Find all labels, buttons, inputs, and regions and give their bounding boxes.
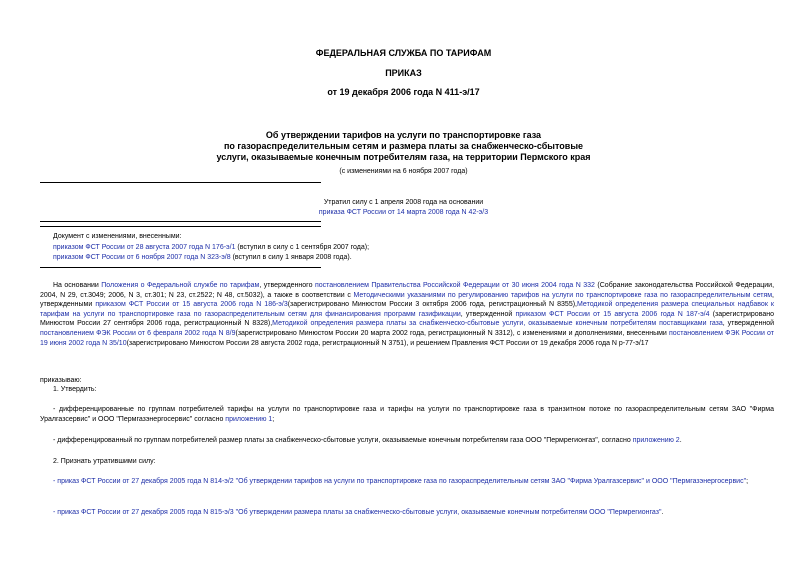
- repeal-bullet-2: - приказ ФСТ России от 27 декабря 2005 года N 815-э/3 "Об утверждении размера платы за снабженческо-сбытовые услуги, оказываемые конечным потребителям ООО "Пермрегионгаз".: [53, 509, 664, 516]
- divider: [40, 221, 321, 222]
- lost-force-link-line: [0, 208, 807, 218]
- basis-link[interactable]: постановлением ФЭК России от 6 февраля 2002 года N 8/9: [40, 329, 236, 337]
- changes-note: (с изменениями на 6 ноября 2007 года): [339, 168, 468, 175]
- divider: [40, 182, 321, 183]
- appendix-2-link[interactable]: приложению 2: [632, 437, 680, 444]
- amendment-link[interactable]: приказом ФСТ России от 28 августа 2007 года N 176-э/1: [53, 244, 236, 251]
- divider: [40, 226, 321, 227]
- agency-name: ФЕДЕРАЛЬНАЯ СЛУЖБА ПО ТАРИФАМ: [315, 48, 492, 58]
- order-item-1: 1. Утвердить:: [53, 386, 97, 393]
- lost-force-text: Утратил силу с 1 апреля 2008 года на основании: [323, 199, 484, 206]
- amendment-item: [53, 253, 352, 263]
- document-date-number: от 19 декабря 2006 года N 411-э/17: [327, 87, 480, 97]
- amendment-note: (вступил в силу 1 января 2008 года).: [230, 254, 352, 261]
- document-title-line3: услуги, оказываемые конечным потребителям газа, на территории Пермского края: [216, 152, 591, 162]
- repealed-order-link[interactable]: - приказ ФСТ России от 27 декабря 2005 года N 814-э/2 "Об утверждении тарифов на услуги по транспортировке газа по газораспределительным сетям ЗАО "Фирма Уралгазсервис" и ООО "Пермгазэнергосервис": [53, 478, 747, 485]
- basis-link[interactable]: Методикой определения размера платы за снабженческо-сбытовые услуги, оказываемые конечным потребителям поставщиками газа: [272, 320, 723, 328]
- basis-link[interactable]: приказом ФСТ России от 15 августа 2006 года N 187-э/4: [515, 310, 710, 318]
- amendment-note: (вступил в силу с 1 сентября 2007 года);: [235, 244, 370, 251]
- basis-link[interactable]: постановлением Правительства Российской Федерации от 30 июня 2004 года N 332: [314, 282, 595, 289]
- amendment-link[interactable]: приказом ФСТ России от 6 ноября 2007 года N 323-э/8: [53, 254, 231, 261]
- approve-bullet-1: - дифференцированные по группам потребителей тарифы на услуги по транспортировке газа и тарифы на услуги по транспортировке газа в транзитном потоке по газораспределительным сетям ЗАО "Фирма Уралгазсервис" и ООО "Пермгазэнергосервис" согласно приложению 1;: [40, 406, 774, 423]
- divider: [40, 267, 321, 268]
- amendment-item: [53, 243, 369, 253]
- document-title-line2: по газораспределительным сетям и размера платы за снабженческо-сбытовые: [223, 141, 584, 151]
- document-title-line1: Об утверждении тарифов на услуги по транспортировке газа: [265, 130, 542, 140]
- appendix-1-link[interactable]: приложению 1: [225, 415, 273, 423]
- repeal-bullet-1: - приказ ФСТ России от 27 декабря 2005 года N 814-э/2 "Об утверждении тарифов на услуги по транспортировке газа по газораспределительным сетям ЗАО "Фирма Уралгазсервис" и ООО "Пермгазэнергосервис";: [53, 478, 749, 485]
- order-item-2: 2. Признать утратившими силу:: [53, 458, 156, 465]
- lost-force-link[interactable]: приказа ФСТ России от 14 марта 2008 года N 42-э/3: [318, 209, 489, 216]
- approve-bullet-2: - дифференцированный по группам потребителей размер платы за снабженческо-сбытовые услуги, оказываемые конечным потребителям газа ООО "Пермрегионгаз", согласно приложению 2.: [53, 437, 682, 444]
- basis-link[interactable]: приказом ФСТ России от 15 августа 2006 года N 186-э/3: [95, 301, 288, 309]
- basis-link[interactable]: Методикой определения размера специальных надбавок к тарифам на услуги по транспортировке газа по газораспределительным сетям для финансирования программ газификации: [40, 301, 774, 318]
- basis-link[interactable]: постановлением ФЭК России от 19 июня 2002 года N 35/10: [40, 329, 774, 347]
- basis-link[interactable]: Положения о Федеральной службе по тарифам: [101, 282, 260, 289]
- document-type: ПРИКАЗ: [385, 68, 422, 78]
- repealed-order-link[interactable]: - приказ ФСТ России от 27 декабря 2005 года N 815-э/3 "Об утверждении размера платы за снабженческо-сбытовые услуги, оказываемые конечным потребителям ООО "Пермрегионгаз": [53, 509, 662, 516]
- order-verb: приказываю:: [40, 377, 82, 384]
- basis-link[interactable]: Методическими указаниями по регулированию тарифов на услуги по транспортировке газа по газораспределительным сетям: [353, 291, 773, 299]
- amendments-intro: Документ с изменениями, внесенными:: [53, 233, 182, 240]
- basis-paragraph: На основании Положения о Федеральной службе по тарифам, утвержденного постановлением Правительства Российской Федерации от 30 июня 2004 года N 332 (Собрание законодательства Российской Федерации, 2004, N 29, ст.3049; 2006, N 3, ст.301; N 23, ст.2522; N 48, ст.5032), а также в соответствии с Методическими указаниями по регулированию тарифов на услуги по транспортировке газа по газораспределительным сетям, утвержденными приказом ФСТ России от 15 августа 2006 года N 186-э/3(зарегистрировано Минюстом России 3 октября 2006 года, регистрационный N 8355),Методикой определения размера специальных надбавок к тарифам на услуги по транспортировке газа по газораспределительным сетям для финансирования программ газификации, утвержденной приказом ФСТ России от 15 августа 2006 года N 187-э/4 (зарегистрировано Минюстом России 27 сентября 2006 года, регистрационный N 8328),Методикой определения размера платы за снабженческо-сбытовые услуги, оказываемые конечным потребителям поставщиками газа, утвержденной постановлением ФЭК России от 6 февраля 2002 года N 8/9(зарегистрировано Минюстом России 20 марта 2002 года, регистрационный N 3312), с изменениями и дополнениями, внесенными постановлением ФЭК России от 19 июня 2002 года N 35/10(зарегистрировано Минюстом России 28 августа 2002 года, регистрационный N 3751), и решением Правления ФСТ России от 19 декабря 2006 года N р-77-э/17: [40, 282, 775, 347]
